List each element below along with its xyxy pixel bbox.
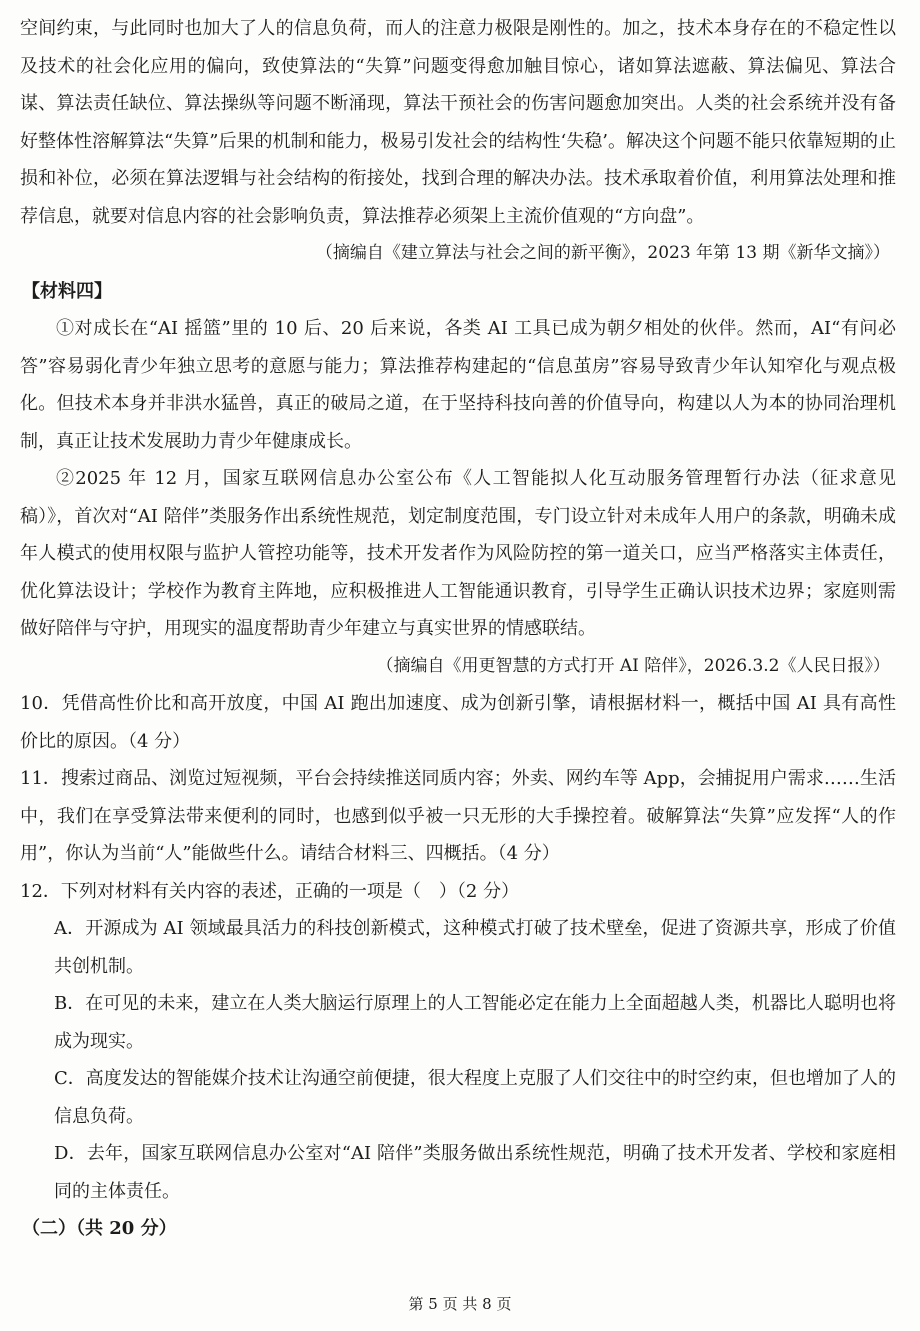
material4-paragraph-1: ①对成长在“AI 摇篮”里的 10 后、20 后来说，各类 AI 工具已成为朝夕相处的伙伴。然而，AI“有问必答”容易弱化青少年独立思考的意愿与能力；算法推荐构建起的“信息茧房”容易导致青少年认知窄化与观点极化。但技术本身并非洪水猛兽，真正的破局之道，在于坚持科技向善的价值导向，构建以人为本的协同治理机制，真正让技术发展助力青少年健康成长。: [20, 318, 896, 452]
option-c: C．高度发达的智能媒介技术让沟通空前便捷，很大程度上克服了人们交往中的时空约束，但也增加了人的信息负荷。: [54, 1068, 896, 1127]
material4-heading: 【材料四】: [22, 280, 112, 302]
exam-page: [20, 10, 896, 1248]
section-2-heading: （二）（共 20 分）: [22, 1218, 177, 1239]
page-footer: 第 5 页 共 8 页: [408, 1295, 512, 1313]
question-10: 10．凭借高性价比和高开放度，中国 AI 跑出加速度、成为创新引擎，请根据材料一，概括中国 AI 具有高性价比的原因。（4 分）: [20, 693, 896, 752]
option-a: A．开源成为 AI 领域最具活力的科技创新模式，这种模式打破了技术壁垒，促进了资源共享，形成了价值共创机制。: [54, 918, 896, 977]
option-d: D．去年，国家互联网信息办公室对“AI 陪伴”类服务做出系统性规范，明确了技术开发者、学校和家庭相同的主体责任。: [54, 1143, 896, 1202]
material4-source: （摘编自《用更智慧的方式打开 AI 陪伴》，2026.3.2《人民日报》）: [376, 655, 890, 676]
material3-source: （摘编自《建立算法与社会之间的新平衡》，2023 年第 13 期《新华文摘》）: [315, 243, 890, 263]
option-b: B．在可见的未来，建立在人类大脑运行原理上的人工智能必定在能力上全面超越人类，机器比人聪明也将成为现实。: [54, 993, 896, 1052]
material4-paragraph-2: ②2025 年 12 月，国家互联网信息办公室公布《人工智能拟人化互动服务管理暂行办法（征求意见稿）》，首次对“AI 陪伴”类服务作出系统性规范，划定制度范围，专门设立针对未成年人用户的条款，明确未成年人模式的使用权限与监护人管控功能等，技术开发者作为风险防控的第一道关口，应当严格落实主体责任，优化算法设计；学校作为教育主阵地，应积极推进人工智能通识教育，引导学生正确认识技术边界；家庭则需做好陪伴与守护，用现实的温度帮助青少年建立与真实世界的情感联结。: [20, 468, 896, 639]
material3-paragraph: 空间约束，与此同时也加大了人的信息负荷，而人的注意力极限是刚性的。加之，技术本身存在的不稳定性以及技术的社会化应用的偏向，致使算法的“失算”问题变得愈加触目惊心，诸如算法遮蔽、算法偏见、算法合谋、算法责任缺位、算法操纵等问题不断涌现，算法干预社会的伤害问题愈加突出。人类的社会系统并没有备好整体性溶解算法“失算”后果的机制和能力，极易引发社会的结构性‘失稳’。解决这个问题不能只依靠短期的止损和补位，必须在算法逻辑与社会结构的衔接处，找到合理的解决办法。技术承取着价值，利用算法处理和推荐信息，就要对信息内容的社会影响负责，算法推荐必须架上主流价值观的“方向盘”。: [20, 18, 896, 227]
question-12: 12．下列对材料有关内容的表述，正确的一项是（ ）（2 分）: [20, 880, 520, 902]
question-11: 11．搜索过商品、浏览过短视频，平台会持续推送同质内容；外卖、网约车等 App，会捕捉用户需求……生活中，我们在享受算法带来便利的同时，也感到似乎被一只无形的大手操控着。破解算法“失算”应发挥“人的作用”，你认为当前“人”能做些什么。请结合材料三、四概括。（4 分）: [20, 768, 896, 864]
